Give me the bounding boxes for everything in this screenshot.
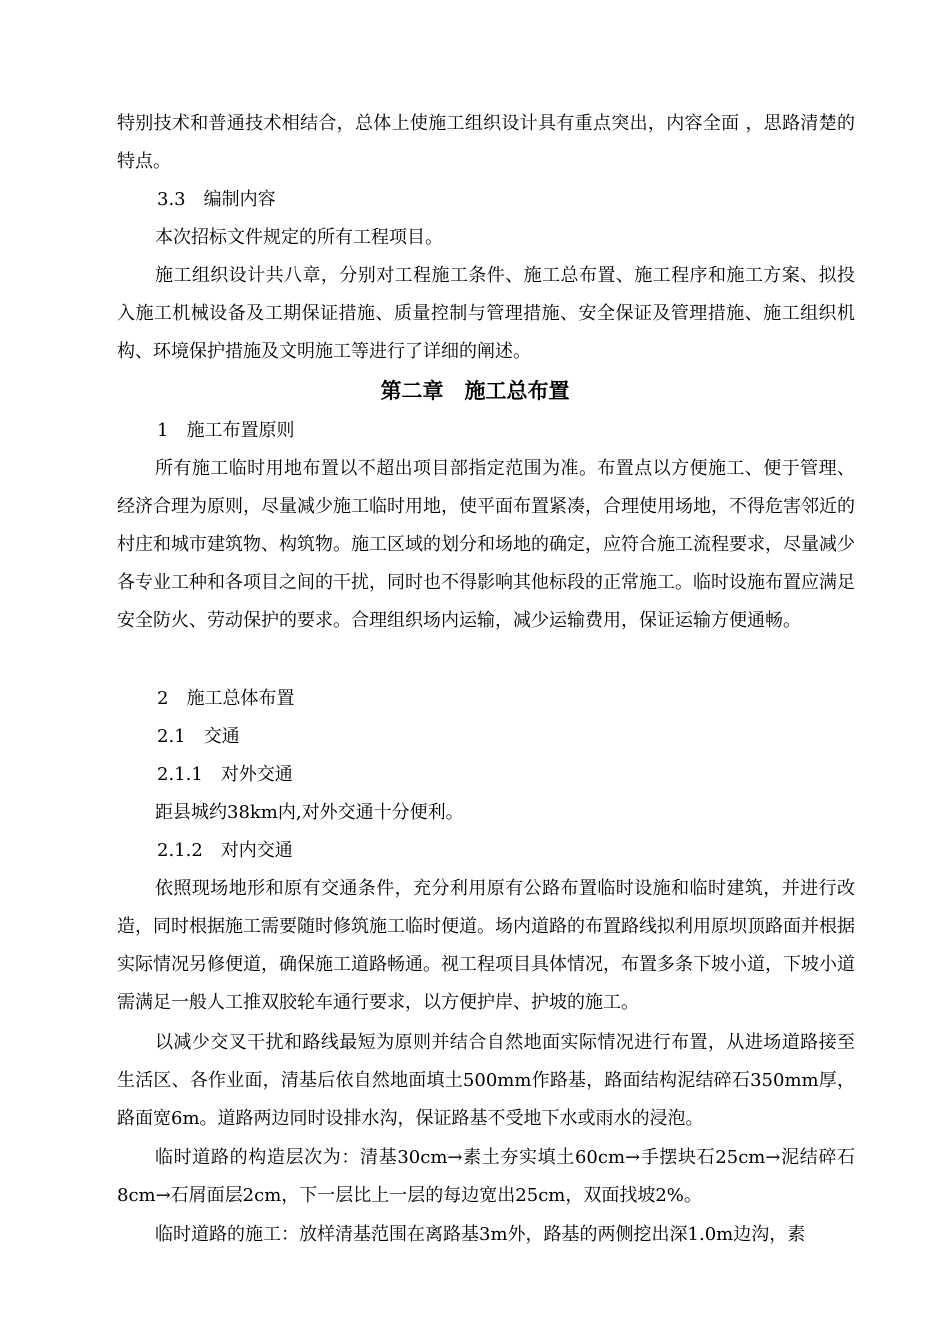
paragraph-scope: 本次招标文件规定的所有工程项目。	[155, 227, 443, 248]
section-heading-2	[157, 680, 895, 718]
section-title: 交通	[203, 726, 240, 747]
section-title: 施工总体布置	[186, 688, 295, 709]
chapter-title: 第二章 施工总布置	[380, 379, 570, 403]
section-number: 2	[157, 688, 169, 709]
section-title: 编制内容	[203, 189, 276, 210]
paragraph-road-construction: 临时道路的施工：放样清基范围在离路基3m外，路基的两侧挖出深1.0m边沟，素	[155, 1224, 806, 1245]
section-number: 2.1.2	[157, 840, 203, 861]
section-title: 施工布置原则	[186, 420, 295, 441]
paragraph-external-traffic: 距县城约38km内,对外交通十分便利。	[155, 802, 464, 823]
section-number: 2.1	[157, 726, 186, 747]
section-heading-2-1-1	[157, 756, 895, 794]
section-heading-2-1	[157, 718, 895, 756]
paragraph-continuation: 特别技术和普通技术相结合，总体上使施工组织设计具有重点突出，内容全面 ，思路清楚的特点。	[117, 113, 855, 172]
section-heading-3-3	[157, 181, 895, 219]
paragraph-road-structure: 临时道路的构造层次为：清基30cm→素土夯实填土60cm→手摆块石25cm→泥结碎石8cm→石屑面层2cm，下一层比上一层的每边宽出25cm，双面找坡2%。	[117, 1147, 855, 1206]
section-heading-2-1-2	[157, 832, 895, 870]
section-title: 对外交通	[220, 764, 293, 785]
section-heading-1	[157, 412, 895, 450]
paragraph-road-layout: 以减少交叉干扰和路线最短为原则并结合自然地面实际情况进行布置，从进场道路接至生活区、各作业面，清基后依自然地面填土500mm作路基，路面结构泥结碎石350mm厚，路面宽6m。道路两边同时设排水沟，保证路基不受地下水或雨水的浸泡。	[117, 1032, 855, 1129]
paragraph-layout-principles: 所有施工临时用地布置以不超出项目部指定范围为准。布置点以方便施工、便于管理、经济合理为原则，尽量减少施工临时用地，使平面布置紧凑，合理使用场地，不得危害邻近的村庄和城市建筑物、构筑物。施工区域的划分和场地的确定，应符合施工流程要求，尽量减少各专业工种和各项目之间的干扰，同时也不得影响其他标段的正常施工。临时设施布置应满足安全防火、劳动保护的要求。合理组织场内运输，减少运输费用，保证运输方便通畅。	[117, 458, 855, 631]
section-number: 3.3	[157, 189, 186, 210]
paragraph-chapters: 施工组织设计共八章，分别对工程施工条件、施工总布置、施工程序和施工方案、拟投入施工机械设备及工期保证措施、质量控制与管理措施、安全保证及管理措施、施工组织机构、环境保护措施及文明施工等进行了详细的阐述。	[117, 265, 855, 362]
section-title: 对内交通	[220, 840, 293, 861]
paragraph-internal-traffic: 依照现场地形和原有交通条件，充分利用原有公路布置临时设施和临时建筑，并进行改造，同时根据施工需要随时修筑施工临时便道。场内道路的布置路线拟利用原坝顶路面并根据实际情况另修便道，确保施工道路畅通。视工程项目具体情况，布置多条下坡小道，下坡小道需满足一般人工推双胶轮车通行要求，以方便护岸、护坡的施工。	[117, 878, 855, 1013]
section-number: 2.1.1	[157, 764, 203, 785]
section-number: 1	[157, 420, 169, 441]
